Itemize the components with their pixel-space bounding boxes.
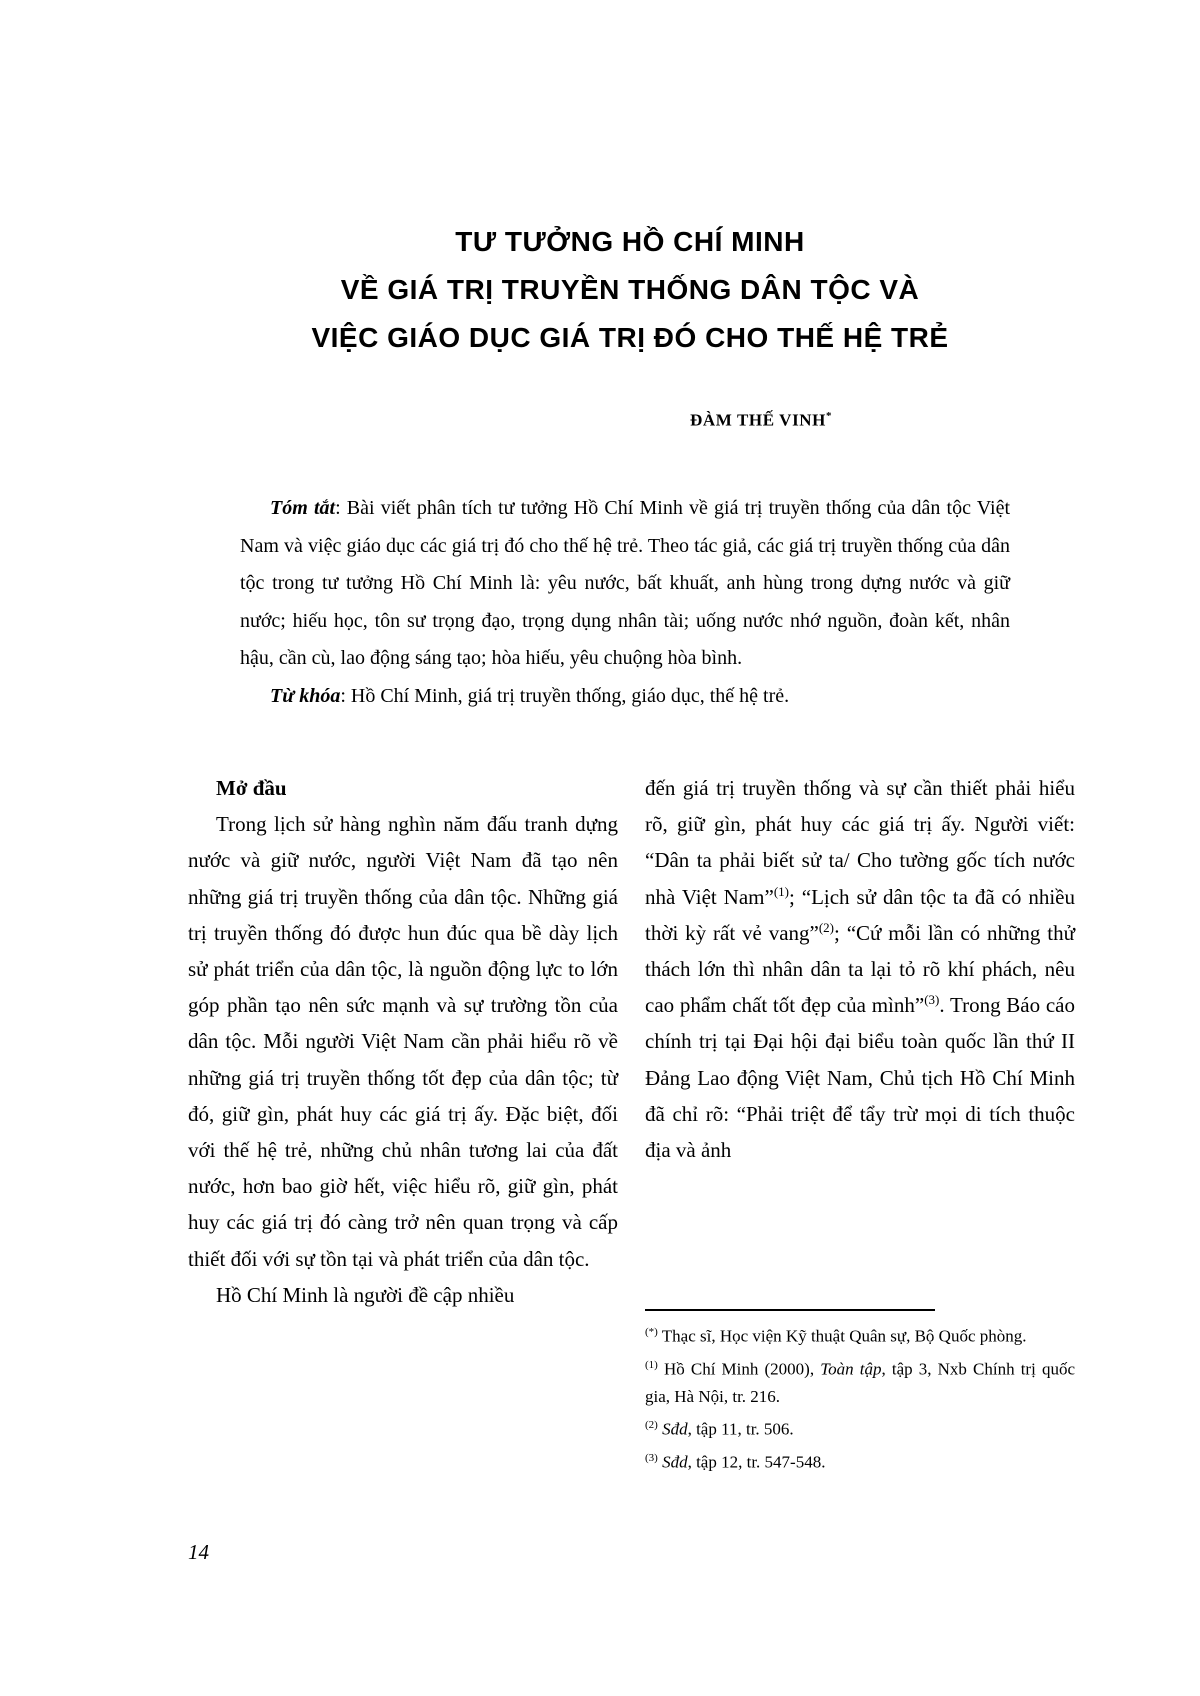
footnote <box>645 1318 1075 1351</box>
body-text-2: ; “Lịch sử dân tộc ta đã có nhiều thời kỳ rất vẻ vang” <box>645 884 1075 945</box>
footnote-mark: (2) <box>645 1419 658 1432</box>
left-column <box>188 770 618 1313</box>
right-column <box>645 770 1075 1168</box>
keywords-text: : Hồ Chí Minh, giá trị truyền thống, giáo dục, thế hệ trẻ. <box>340 684 790 707</box>
intro-paragraph-2: Hồ Chí Minh là người đề cập nhiều <box>216 1282 515 1307</box>
footnote <box>645 1411 1075 1444</box>
footnotes <box>645 1318 1075 1477</box>
keywords-paragraph <box>240 678 1010 716</box>
footnote <box>645 1444 1075 1477</box>
footnote-text: , tập 3, Nxb Chính trị quốc gia, Hà Nội, tr. 216. <box>645 1359 1075 1407</box>
intro-paragraph-1: Trong lịch sử hàng nghìn năm đấu tranh dựng nước và giữ nước, người Việt Nam đã tạo nên những giá trị truyền thống của dân tộc. Những giá trị truyền thống đó được hun đúc qua bề dày lịch sử phát triển của dân tộc, là nguồn động lực to lớn góp phần tạo nên sức mạnh và sự trường tồn của dân tộc. Mỗi người Việt Nam cần phải hiểu rõ về những giá trị truyền thống tốt đẹp của dân tộc; từ đó, giữ gìn, phát huy các giá trị ấy. Đặc biệt, đối với thế hệ trẻ, những chủ nhân tương lai của đất nước, hơn bao giờ hết, việc hiểu rõ, giữ gìn, phát huy các giá trị đó càng trở nên quan trọng và cấp thiết đối với sự tồn tại và phát triển của dân tộc. <box>188 812 618 1271</box>
keywords-label: Từ khóa <box>270 684 341 707</box>
title-line-3: VIỆC GIÁO DỤC GIÁ TRỊ ĐÓ CHO THẾ HỆ TRẺ <box>311 322 949 353</box>
footnote-text: Hồ Chí Minh (2000), <box>657 1359 821 1379</box>
body-text-4: . Trong Báo cáo chính trị tại Đại hội đại biểu toàn quốc lần thứ II Đảng Lao động Việt Nam, Chủ tịch Hồ Chí Minh đã chỉ rõ: “Phải triệt để tẩy trừ mọi di tích thuộc địa và ảnh <box>645 993 1075 1163</box>
citation-ref-3: (3) <box>924 992 940 1008</box>
footnote-divider <box>645 1309 935 1311</box>
author-byline <box>690 410 832 431</box>
footnote-text: , tập 12, tr. 547-548. <box>687 1452 826 1472</box>
article-title <box>0 218 1200 362</box>
citation-ref-1: (1) <box>773 883 789 899</box>
footnote-mark: (1) <box>645 1358 658 1371</box>
footnote-text: , tập 11, tr. 506. <box>687 1419 794 1439</box>
summary-label: Tóm tắt <box>270 497 336 519</box>
footnote-italic-title: Sđd <box>662 1452 688 1472</box>
title-line-1: TƯ TƯỞNG HỒ CHÍ MINH <box>455 226 805 257</box>
author-name: ĐÀM THẾ VINH <box>690 410 826 430</box>
body-paragraph <box>645 770 1075 1168</box>
citation-ref-2: (2) <box>818 919 835 935</box>
title-line-2: VỀ GIÁ TRỊ TRUYỀN THỐNG DÂN TỘC VÀ <box>340 274 920 305</box>
footnote <box>645 1351 1075 1412</box>
footnote-mark: (*) <box>645 1326 658 1338</box>
summary-text: : Bài viết phân tích tư tưởng Hồ Chí Minh về giá trị truyền thống của dân tộc Việt Nam và việc giáo dục các giá trị đó cho thế hệ trẻ. Theo tác giả, các giá trị truyền thống của dân tộc trong tư tưởng Hồ Chí Minh là: yêu nước, bất khuất, anh hùng trong dựng nước và giữ nước; hiếu học, tôn sư trọng đạo, trọng dụng nhân tài; uống nước nhớ nguồn, đoàn kết, nhân hậu, cần cù, lao động sáng tạo; hòa hiếu, yêu chuộng hòa bình. <box>240 497 1011 669</box>
footnote-italic-title: Sđd <box>662 1419 688 1439</box>
footnote-italic-title: Toàn tập <box>820 1359 882 1379</box>
abstract <box>240 490 1010 715</box>
footnote-mark: (3) <box>645 1451 658 1464</box>
author-footnote-mark: * <box>825 410 833 422</box>
summary-paragraph <box>240 490 1010 678</box>
section-heading: Mở đầu <box>216 776 287 800</box>
body-text-1: đến giá trị truyền thống và sự cần thiết phải hiểu rõ, giữ gìn, phát huy các giá trị ấy. Người viết: “Dân ta phải biết sử ta/ Cho tường gốc tích nước nhà Việt Nam” <box>645 776 1075 909</box>
body-text-3: ; “Cứ mỗi lần có những thử thách lớn thì nhân dân ta lại tỏ rõ khí phách, nêu cao phẩm chất tốt đẹp của mình” <box>645 920 1075 1018</box>
page-number: 14 <box>188 1540 209 1564</box>
footnote-text: Thạc sĩ, Học viện Kỹ thuật Quân sự, Bộ Quốc phòng. <box>657 1326 1027 1346</box>
